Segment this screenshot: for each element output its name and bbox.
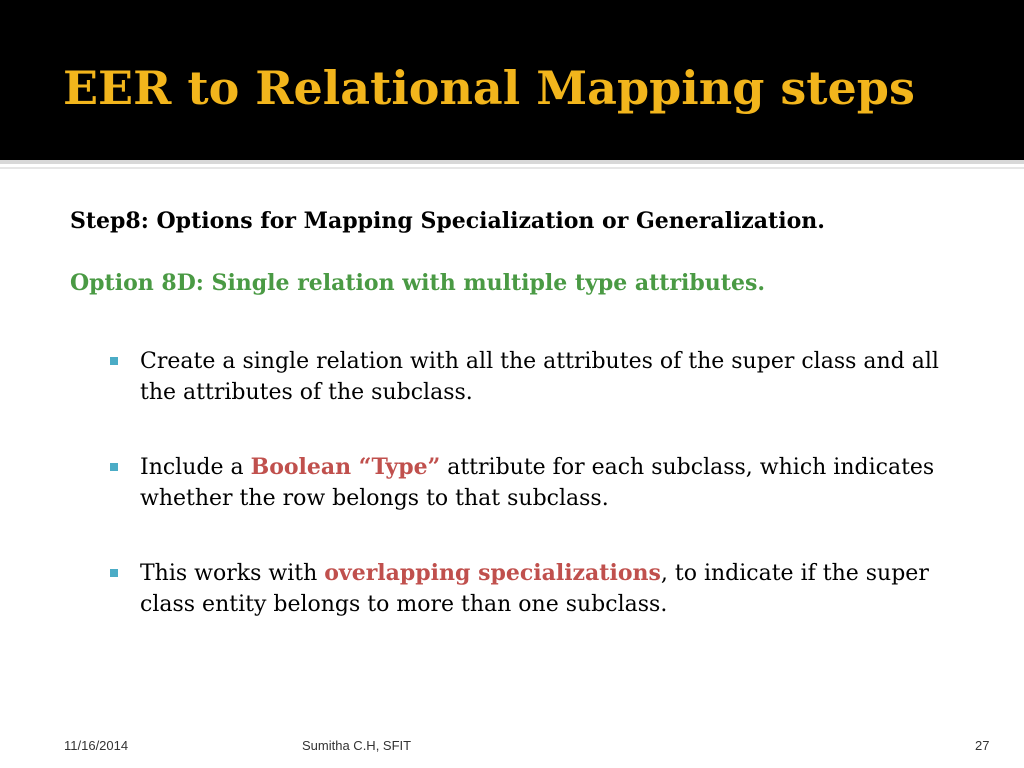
option-heading: Option 8D: Single relation with multiple type attributes. [70, 270, 765, 296]
bullet-item [110, 452, 970, 514]
bullet-text: Create a single relation with all the attributes of the super class and all the attributes of the subclass. [140, 349, 939, 405]
square-bullet-icon [110, 463, 118, 471]
footer-author: Sumitha C.H, SFIT [302, 738, 412, 753]
title-band [0, 0, 1024, 160]
bullet-item [110, 346, 970, 408]
bullet-text-before: This works with [140, 561, 325, 586]
footer-page-number: 27 [975, 738, 990, 753]
title-divider [0, 160, 1024, 164]
slide-title: EER to Relational Mapping steps [63, 61, 915, 115]
bullet-item [110, 558, 970, 620]
bullet-text-after: attribute for each subclass, which indicates whether the row belongs to that subclass. [140, 455, 935, 511]
square-bullet-icon [110, 357, 118, 365]
bullet-text-before: Include a [140, 455, 251, 480]
title-divider-secondary [0, 167, 1024, 169]
bullet-text-after: , to indicate if the super class entity belongs to more than one subclass. [140, 561, 929, 617]
footer-date: 11/16/2014 [64, 738, 129, 753]
step-heading: Step8: Options for Mapping Specialization or Generalization. [70, 208, 825, 234]
bullet-highlight: Boolean “Type” [250, 454, 441, 480]
bullet-highlight: overlapping specializations [324, 560, 661, 586]
square-bullet-icon [110, 569, 118, 577]
bullet-list [110, 346, 970, 664]
